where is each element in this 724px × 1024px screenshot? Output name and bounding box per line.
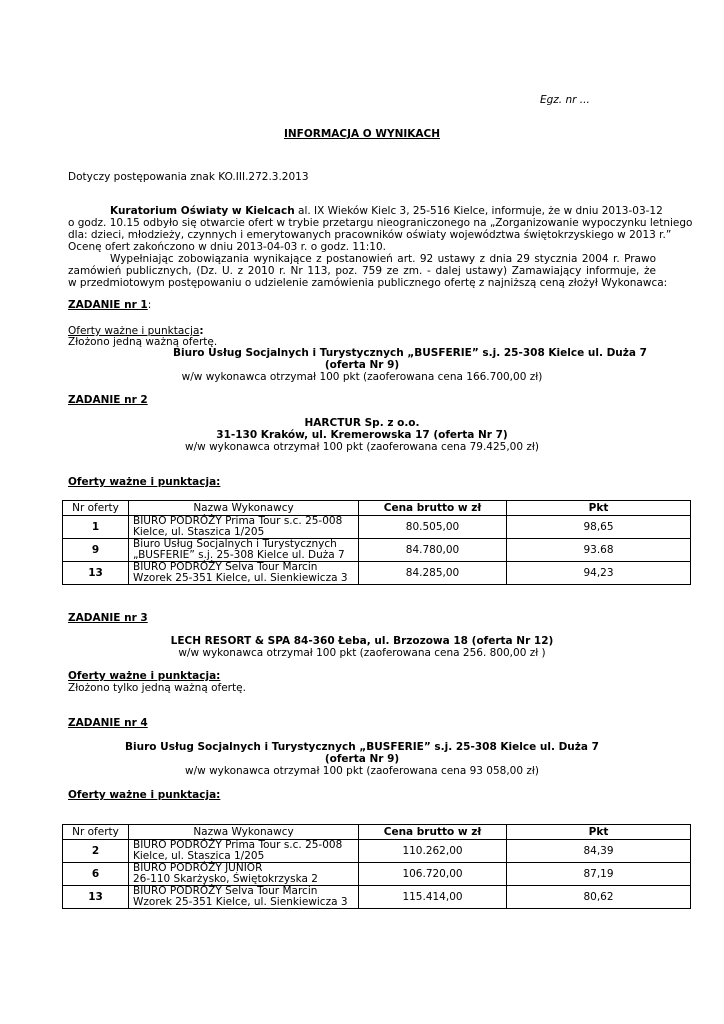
gross-price: 115.414,00 [359, 886, 507, 909]
gross-price: 84.285,00 [359, 562, 507, 585]
contractor-name-line-2: 26-110 Skarżysko, Świętokrzyska 2 [133, 873, 318, 885]
header-nr: Nr oferty [63, 825, 129, 840]
contractor-name [129, 886, 359, 909]
header-nr: Nr oferty [63, 501, 129, 516]
offer-number: 6 [63, 863, 129, 886]
contractor-name [129, 863, 359, 886]
task-3-submitted: Złożono tylko jedną ważną ofertę. [68, 682, 246, 694]
task-1-heading-text: ZADANIE nr 1 [68, 299, 148, 311]
task-2-result: w/w wykonawca otrzymał 100 pkt (zaoferowana cena 79.425,00 zł) [185, 441, 539, 453]
table-header-row [63, 825, 691, 840]
offer-number: 13 [63, 562, 129, 585]
contractor-name [129, 539, 359, 562]
table-row [63, 562, 691, 585]
points: 87,19 [507, 863, 691, 886]
task-3-winner: LECH RESORT & SPA 84-360 Łeba, ul. Brzozowa 18 (oferta Nr 12) [170, 635, 554, 647]
task-2-offers-label: Oferty ważne i punktacja: [68, 476, 221, 488]
intro-line-3: dla: dzieci, młodzieży, czynnych i emerytowanych pracowników oświaty województwa świętokrzyskiego w 2013 r.” [68, 229, 672, 241]
intro-line-7: w przedmiotowym postępowaniu o udzielenie zamówienia publicznego ofertę z najniższą ceną złożył Wykonawca: [68, 277, 668, 289]
contractor-name-line-1: BIURO PODRÓŻY JUNIOR [133, 862, 263, 874]
offer-number: 9 [63, 539, 129, 562]
offer-number: 1 [63, 516, 129, 539]
contractor-name [129, 562, 359, 585]
table-row [63, 516, 691, 539]
contractor-name-line-1: Biuro Usług Socjalnych i Turystycznych [133, 538, 337, 550]
gross-price: 110.262,00 [359, 840, 507, 863]
task-1-winner-line-1: Biuro Usług Socjalnych i Turystycznych „BUSFERIE” s.j. 25-308 Kielce ul. Duża 7 [173, 347, 647, 359]
reference-line: Dotyczy postępowania znak KO.III.272.3.2013 [68, 171, 309, 183]
intro-line-1 [110, 205, 663, 217]
points: 80,62 [507, 886, 691, 909]
table-row [63, 539, 691, 562]
points: 98,65 [507, 516, 691, 539]
contractor-name-line-1: BIURO PODRÓŻY Selva Tour Marcin [133, 885, 318, 897]
table-row [63, 863, 691, 886]
contractor-name-line-1: BIURO PODRÓŻY Selva Tour Marcin [133, 561, 318, 573]
header-pkt: Pkt [507, 825, 691, 840]
contractor-name-line-2: Kielce, ul. Staszica 1/205 [133, 526, 265, 538]
task-3-result: w/w wykonawca otrzymał 100 pkt (zaoferowana cena 256. 800,00 zł ) [178, 647, 546, 659]
gross-price: 80.505,00 [359, 516, 507, 539]
contractor-name-line-1: BIURO PODRÓŻY Prima Tour s.c. 25-008 [133, 515, 343, 527]
organization-name: Kuratorium Oświaty w Kielcach [110, 205, 295, 217]
task-3-heading: ZADANIE nr 3 [68, 612, 148, 624]
intro-line-2: o godz. 10.15 odbyło się otwarcie ofert w trybie przetargu nieograniczonego na „Zorganizowanie wypoczynku letniego [68, 217, 693, 229]
points: 84,39 [507, 840, 691, 863]
task-1-heading [68, 299, 151, 311]
contractor-name-line-2: Wzorek 25-351 Kielce, ul. Sienkiewicza 3 [133, 896, 348, 908]
task-1-result: w/w wykonawca otrzymał 100 pkt (zaoferowana cena 166.700,00 zł) [181, 371, 543, 383]
header-name: Nazwa Wykonawcy [129, 501, 359, 516]
task-1-submitted: Złożono jedną ważną ofertę. [68, 336, 218, 348]
points: 94,23 [507, 562, 691, 585]
gross-price: 84.780,00 [359, 539, 507, 562]
task-2-winner-line-1: HARCTUR Sp. z o.o. [304, 417, 420, 429]
contractor-name [129, 840, 359, 863]
intro-line-6: zamówień publicznych, (Dz. U. z 2010 r. Nr 113, poz. 759 ze zm. - dalej ustawy) Zamawiający informuje, że [68, 265, 656, 277]
contractor-name-line-1: BIURO PODRÓŻY Prima Tour s.c. 25-008 [133, 839, 343, 851]
header-name: Nazwa Wykonawcy [129, 825, 359, 840]
task-1-heading-colon: : [147, 299, 152, 311]
intro-line-1-text: al. IX Wieków Kielc 3, 25-516 Kielce, informuje, że w dniu 2013-03-12 [294, 205, 663, 217]
task-1-winner-line-2: (oferta Nr 9) [324, 359, 400, 371]
task-2-heading: ZADANIE nr 2 [68, 394, 148, 406]
contractor-name-line-2: Kielce, ul. Staszica 1/205 [133, 850, 265, 862]
header-pkt: Pkt [507, 501, 691, 516]
table-header-row [63, 501, 691, 516]
copy-number: Egz. nr ... [540, 94, 590, 106]
contractor-name-line-2: Wzorek 25-351 Kielce, ul. Sienkiewicza 3 [133, 572, 348, 584]
table-row [63, 886, 691, 909]
offer-number: 2 [63, 840, 129, 863]
task-2-winner-line-2: 31-130 Kraków, ul. Kremerowska 17 (oferta Nr 7) [216, 429, 508, 441]
table-row [63, 840, 691, 863]
contractor-name-line-2: „BUSFERIE” s.j. 25-308 Kielce ul. Duża 7 [133, 549, 345, 561]
task-1-offers-label-text: Oferty ważne i punktacja [68, 325, 200, 337]
gross-price: 106.720,00 [359, 863, 507, 886]
task-3-offers-label: Oferty ważne i punktacja: [68, 670, 221, 682]
intro-line-4: Ocenę ofert zakończono w dniu 2013-04-03 r. o godz. 11:10. [68, 241, 386, 253]
task-4-result: w/w wykonawca otrzymał 100 pkt (zaoferowana cena 93 058,00 zł) [185, 765, 539, 777]
header-price: Cena brutto w zł [359, 501, 507, 516]
contractor-name [129, 516, 359, 539]
intro-line-5: Wypełniając zobowiązania wynikające z postanowień art. 92 ustawy z dnia 29 stycznia 2004 r. Prawo [110, 253, 656, 265]
task-4-offers-label: Oferty ważne i punktacja: [68, 789, 221, 801]
header-price: Cena brutto w zł [359, 825, 507, 840]
task-4-winner-line-1: Biuro Usług Socjalnych i Turystycznych „BUSFERIE” s.j. 25-308 Kielce ul. Duża 7 [125, 741, 599, 753]
task-4-heading: ZADANIE nr 4 [68, 717, 148, 729]
task-4-results-table [62, 824, 691, 909]
task-2-results-table [62, 500, 691, 585]
task-1-offers-label-colon: : [199, 325, 204, 337]
task-4-winner-line-2: (oferta Nr 9) [324, 753, 400, 765]
document-title: INFORMACJA O WYNIKACH [283, 128, 441, 140]
offer-number: 13 [63, 886, 129, 909]
points: 93.68 [507, 539, 691, 562]
